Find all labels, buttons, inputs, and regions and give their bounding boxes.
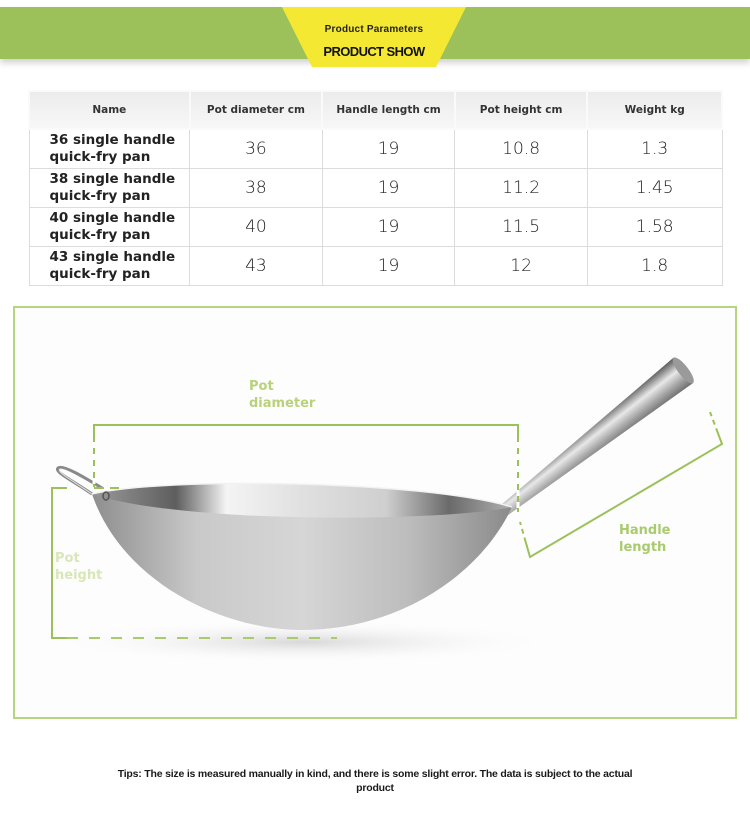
pot-diameter-label-line-2: diameter	[249, 396, 316, 411]
pot-height-label-line-1: Pot	[55, 551, 80, 566]
tips-line-2: product	[356, 782, 394, 794]
wok-illustration	[2, 2, 750, 833]
cell-diameter: 40	[190, 207, 323, 246]
cell-height: 11.5	[455, 207, 588, 246]
header-handle-length: Handle length cm	[322, 91, 455, 129]
tips-line-1: Tips: The size is measured manually in kind, and there is some slight error. The data is subject to the actual	[117, 768, 633, 780]
name-line-1: 40 single handle	[49, 209, 176, 226]
cell-height: 12	[455, 246, 588, 285]
cell-height: 11.2	[455, 168, 588, 207]
header-pot-height: Pot height cm	[455, 91, 588, 129]
cell-diameter: 43	[190, 246, 323, 285]
name-line-2: quick-fry pan	[49, 187, 151, 204]
cell-weight: 1.45	[587, 168, 722, 207]
pot-diameter-label	[249, 378, 315, 412]
cell-handle: 19	[322, 168, 455, 207]
cell-diameter: 38	[190, 168, 323, 207]
name-line-1: 38 single handle	[49, 170, 176, 187]
pot-height-label-line-2: height	[55, 568, 103, 583]
cell-weight: 1.3	[587, 129, 722, 168]
handle-length-label-line-2: length	[619, 540, 667, 555]
cell-weight: 1.58	[587, 207, 722, 246]
cell-handle: 19	[322, 207, 455, 246]
pot-height-label	[55, 550, 102, 584]
cell-weight: 1.8	[587, 246, 722, 285]
handle-length-label-line-1: Handle	[619, 523, 671, 538]
dimension-diagram	[13, 306, 737, 719]
pot-diameter-label-line-1: Pot	[249, 379, 274, 394]
banner-subtitle: Product Parameters	[324, 24, 424, 35]
banner-title: PRODUCT SHOW	[323, 44, 425, 59]
cell-diameter: 36	[190, 129, 323, 168]
name-line-2: quick-fry pan	[49, 265, 151, 282]
name-line-2: quick-fry pan	[49, 226, 151, 243]
cell-handle: 19	[322, 246, 455, 285]
name-line-2: quick-fry pan	[49, 148, 151, 165]
measurement-tips	[60, 767, 690, 795]
header-pot-diameter: Pot diameter cm	[190, 91, 323, 129]
header-weight: Weight kg	[587, 91, 722, 129]
name-line-1: 36 single handle	[49, 131, 176, 148]
name-line-1: 43 single handle	[49, 248, 176, 265]
cell-handle: 19	[322, 129, 455, 168]
handle-length-label	[619, 522, 671, 556]
header-name: Name	[29, 91, 190, 129]
cell-height: 10.8	[455, 129, 588, 168]
